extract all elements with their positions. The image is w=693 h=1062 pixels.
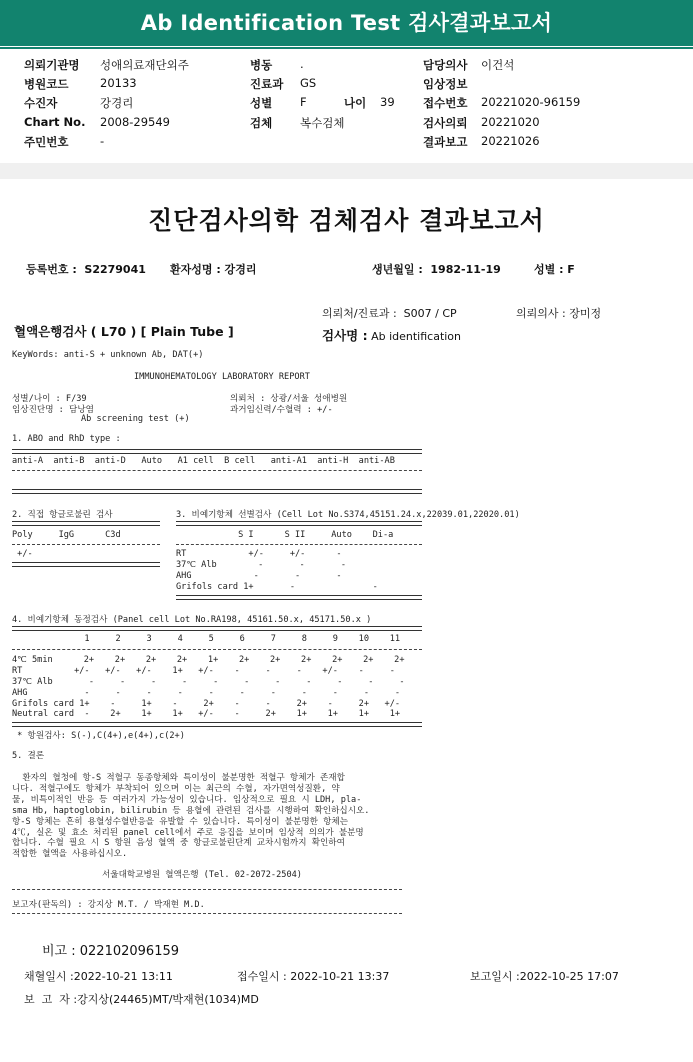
diagnosis: 임상진단명 : 담낭염 [12,405,94,415]
institution-value: 성애의료재단외주 [100,58,189,72]
age-label: 나이 [344,96,367,110]
rule [176,521,422,526]
chart-label: Chart No. [24,115,86,129]
rule [176,544,422,545]
chart-value: 2008-29549 [100,115,170,129]
rrn-label: 주민번호 [24,135,69,149]
reporter: 보 고 자 :강지상(24465)MT/박재현(1034)MD [24,993,259,1006]
report-header: Ab Identification Test 검사결과보고서 [0,0,693,46]
specimen-row [250,115,345,131]
patient-name: 환자성명 : 강경리 [170,263,257,276]
conclusion-line: 니다. 적혈구에도 항체가 부착되어 있으며 이는 최근의 수혈, 자가면역성질환, 약 [12,784,340,794]
dat-head: Poly IgG C3d [12,530,121,540]
panel-row: Grifols card 1+ - 1+ - 2+ - - 2+ - 2+ +/- [12,699,401,709]
header-rule [0,47,693,49]
report-title: 진단검사의학 검체검사 결과보고서 [148,206,545,235]
reporter-line: 보고자(판독의) : 강지상 M.T. / 박재현 M.D. [12,900,205,910]
diagnosis-2: Ab screening test (+) [81,414,190,424]
rule [12,521,160,526]
collect-time: 채혈일시 :2022-10-21 13:11 [24,970,173,983]
section-dat: 2. 직접 항글로불린 검사 [12,510,113,520]
screen-row: Grifols card 1+ - - [176,582,378,592]
section-separator [0,163,693,179]
rule [12,470,422,471]
ward-row [250,57,304,73]
ward-value: . [300,57,304,71]
doctor-row [423,57,515,73]
sex: 성별 : F [534,263,575,276]
report-date-row [423,134,540,150]
conclusion-line: 합니다. 수혈 필요 시 S 항원 음성 혈액 중 항글로불린단계 교차시험까지 확인하여 [12,838,345,848]
lab-report-title: IMMUNOHEMATOLOGY LABORATORY REPORT [134,372,310,382]
panel-row: Neutral card - 2+ 1+ 1+ +/- - 2+ 1+ 1+ 1+ 1+ [12,709,401,719]
panel-row: 4℃ 5min 2+ 2+ 2+ 2+ 1+ 2+ 2+ 2+ 2+ 2+ 2+ [12,655,405,665]
receipt-time: 접수일시 : 2022-10-21 13:37 [237,970,390,983]
doctor-value: 이건석 [481,58,515,72]
specimen-label: 검체 [250,116,273,130]
clinical-row [423,76,467,92]
panel-row: RT +/- +/- +/- 1+ +/- - - - +/- - - [12,666,395,676]
age-value: 39 [380,95,395,109]
req-dept: 의뢰처/진료과 : S007 / CP [322,307,457,320]
dept-row [250,76,317,92]
conclusion-line: 물, 비특이적인 반응 등 여러가지 가능성이 있습니다. 임상적으로 필요 시 LDH, pla- [12,795,362,805]
receipt-row [423,95,581,111]
doctor-label: 담당의사 [423,58,468,72]
section-screen: 3. 비예기항체 선별검사 (Cell Lot No.S374,45151.24.x,22039.01,22020.01) [176,510,520,520]
remark: 비고 : 022102096159 [42,944,180,959]
section-panel: 4. 비예기항체 동정검사 (Panel cell Lot No.RA198, 45161.50.x, 45171.50.x ) [12,615,372,625]
conclusion-line: 환자의 혈청에 항-S 적혈구 동종항체와 특이성이 불분명한 적혈구 항체가 존재합 [12,773,345,783]
specimen-value: 복수검체 [300,116,345,130]
hospital-code-value: 20133 [100,76,137,90]
dept-value: GS [300,76,317,90]
chart-row [24,115,170,129]
reg-no: 등록번호 : S2279041 [26,263,146,276]
report-time: 보고일시 :2022-10-25 17:07 [470,970,619,983]
report-date-value: 20221026 [481,134,540,148]
blood-bank: 서울대학교병원 혈액은행 (Tel. 02-2072-2504) [102,870,302,880]
rule [12,562,160,567]
keywords: KeyWords: anti-S + unknown Ab, DAT(+) [12,350,204,360]
patient-row [24,95,134,111]
screen-row: RT +/- +/- - [176,549,342,559]
receipt-label: 접수번호 [423,96,468,110]
request-place: 의뢰처 : 상광/서울 성애병원 [230,394,348,404]
rrn-value: - [100,134,105,148]
rule [12,489,422,494]
rule [12,649,422,650]
test-heading [322,326,461,344]
req-doctor: 의뢰의사 : 장미정 [516,307,602,320]
panel-row: 37℃ Alb - - - - - - - - - - - [12,677,405,687]
sex-label: 성별 [250,96,273,110]
conclusion-line: 적합한 혈액을 사용하십시오. [12,849,128,859]
section-abo: 1. ABO and RhD type : [12,434,121,444]
rule [12,544,160,545]
rule [12,722,422,727]
patient-label: 수진자 [24,96,58,110]
birth-date: 생년월일 : 1982-11-19 [372,263,501,276]
history: 과거임신력/수혈력 : +/- [230,405,333,415]
panel-head: 1 2 3 4 5 6 7 8 9 10 11 [12,634,401,644]
institution-label: 의뢰기관명 [24,58,80,72]
ward-label: 병동 [250,58,273,72]
panel-row: AHG - - - - - - - - - - - [12,688,401,698]
abo-head: anti-A anti-B anti-D Auto A1 cell B cell anti-A1 anti-H anti-AB [12,456,395,466]
sex-age: 성별/나이 : F/39 [12,394,87,404]
test-label: 검사명 : [322,328,368,343]
antigen-test: * 항원검사: S(-),C(4+),e(4+),c(2+) [12,731,185,741]
rule [176,595,422,600]
rule [12,889,402,890]
report-date-label: 결과보고 [423,135,468,149]
section-conclusion: 5. 결론 [12,751,45,761]
sex-row [250,95,395,111]
screen-head: S I S II Auto Di-a [176,530,394,540]
patient-value: 강경리 [100,96,134,110]
request-row [423,115,540,131]
test-value: Ab identification [367,330,462,343]
institution-row [24,57,189,73]
test-name: 혈액은행검사 ( L70 ) [ Plain Tube ] [14,324,234,339]
dat-value: +/- [12,549,33,559]
dept-label: 진료과 [250,77,284,91]
request-value: 20221020 [481,115,540,129]
clinical-label: 임상정보 [423,77,468,91]
conclusion-line: 4℃, 실온 및 효소 처리된 panel cell에서 주로 응집을 보이며 임상적 의의가 불분명 [12,828,364,838]
rule [12,626,422,631]
screen-row: 37℃ Alb - - - [176,560,347,570]
screen-row: AHG - - - [176,571,342,581]
scanned-report [0,179,693,1062]
conclusion-line: 항-S 항체는 흔히 용혈성수혈반응을 유발할 수 있습니다. 특이성이 불분명한 항체는 [12,817,349,827]
sex-value: F [300,95,307,109]
rrn-row [24,134,105,150]
request-label: 검사의뢰 [423,116,468,130]
hospital-code-row [24,76,137,92]
rule [12,449,422,454]
rule [12,913,402,914]
hospital-code-label: 병원코드 [24,77,69,91]
conclusion-line: sma Hb, haptoglobin, bilirubin 등 용혈에 관련된 검사를 시행하여 확인하십시오. [12,806,370,816]
receipt-value: 20221020-96159 [481,95,581,109]
